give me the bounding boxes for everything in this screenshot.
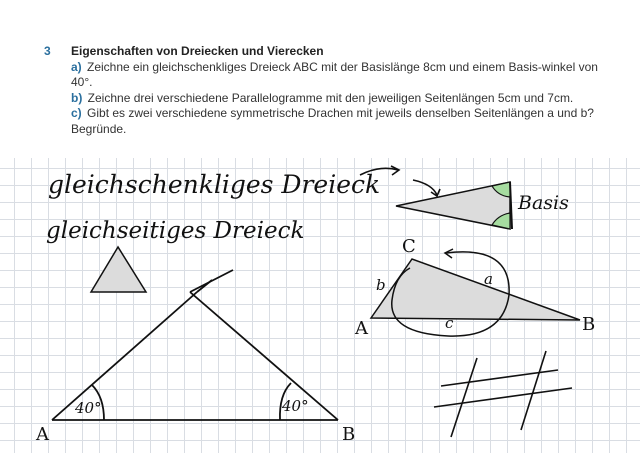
small-equilateral-triangle	[91, 247, 146, 292]
task-text-a: Zeichne ein gleichschenkliges Dreieck ABC mit der Basislänge 8cm und einem Basis-winkel von 40°.	[71, 59, 598, 89]
hw-basis: Basis	[518, 192, 569, 214]
hw-side-a: a	[484, 270, 493, 288]
hw-gleichschenklig: gleichschenkliges Dreieck	[48, 170, 381, 199]
task-title: Eigenschaften von Dreiecken und Vierecken	[71, 44, 324, 58]
hw-gleichseitig: gleichseitiges Dreieck	[46, 218, 305, 244]
right-leg	[190, 292, 338, 420]
abc-triangle	[371, 249, 580, 336]
task-letter-c: c)	[71, 106, 82, 120]
hw-vertex-b-right: B	[582, 314, 596, 335]
hw-vertex-a-right: A	[355, 318, 368, 339]
hw-vertex-b-left: B	[342, 424, 356, 445]
hw-side-b: b	[376, 276, 386, 294]
isosceles-diagram	[396, 182, 512, 229]
hw-vertex-c-right: C	[402, 236, 416, 257]
task-number: 3	[44, 44, 51, 58]
left-leg-extension	[197, 280, 212, 292]
task-text-c: Gibt es zwei verschiedene symmetrische Drachen mit jeweils denselben Seitenlängen a und b? Begründe.	[71, 106, 594, 136]
left-leg	[52, 292, 197, 420]
task-letter-a: a)	[71, 59, 82, 74]
parallelogram-sketch	[434, 351, 572, 437]
hw-vertex-a-left: A	[36, 424, 49, 445]
hw-angle-left: 40°	[75, 399, 102, 417]
task-text-b: Zeichne drei verschiedene Parallelogramme mit den jeweiligen Seitenlängen 5cm und 7cm.	[87, 90, 574, 105]
hw-side-c: c	[445, 314, 454, 332]
hw-angle-right: 40°	[282, 397, 309, 415]
task-letter-b: b)	[71, 90, 83, 105]
